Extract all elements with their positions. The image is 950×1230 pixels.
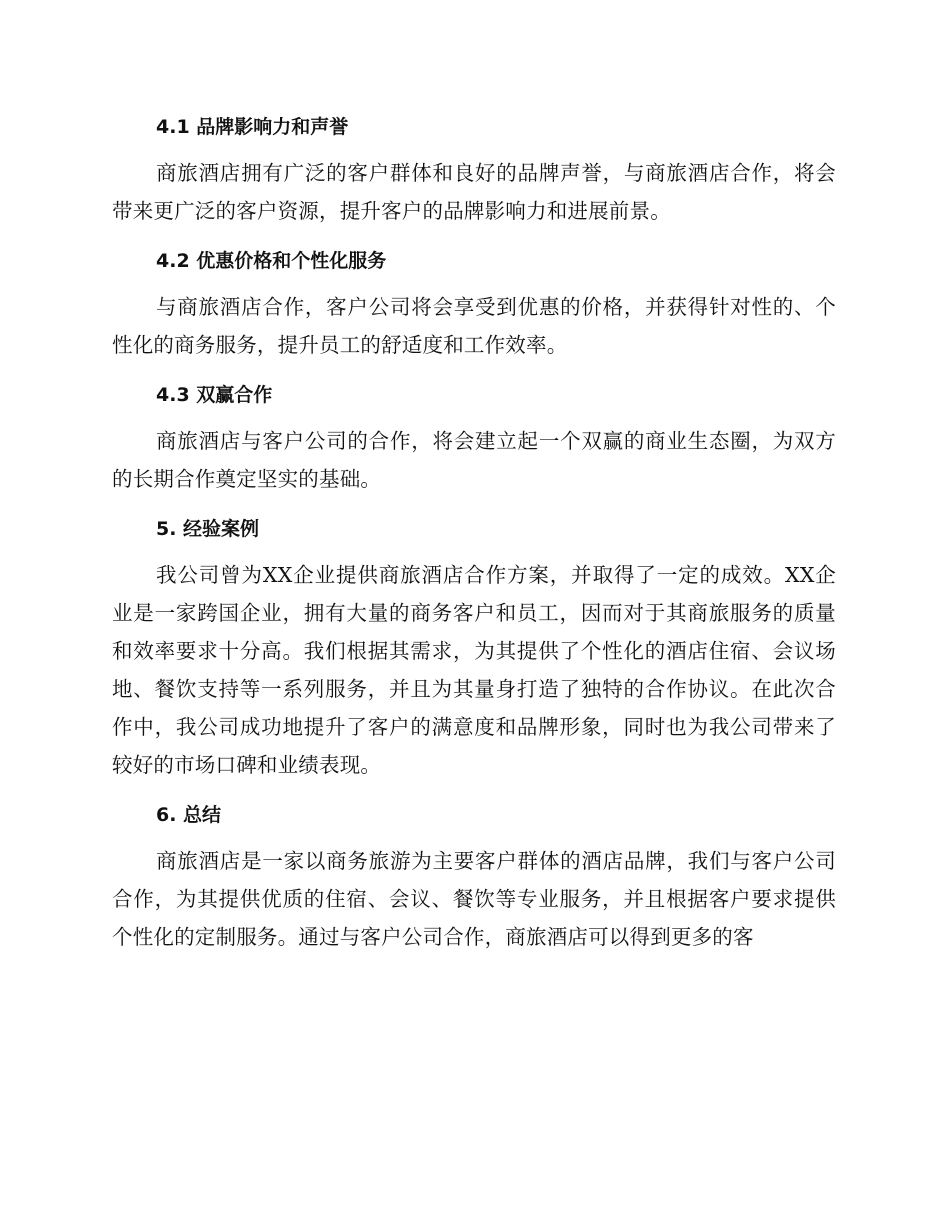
section-6 — [112, 796, 836, 956]
section-heading: 4.3 双赢合作 — [156, 384, 273, 406]
section-paragraph: 与商旅酒店合作，客户公司将会享受到优惠的价格，并获得针对性的、个性化的商务服务，提升员工的舒适度和工作效率。 — [112, 295, 836, 357]
section-4-2 — [112, 242, 836, 364]
section-heading: 4.1 品牌影响力和声誉 — [156, 116, 349, 138]
section-paragraph: 我公司曾为XX企业提供商旅酒店合作方案，并取得了一定的成效。XX企业是一家跨国企业，拥有大量的商务客户和员工，因而对于其商旅服务的质量和效率要求十分高。我们根据其需求，为其提供了个性化的酒店住宿、会议场地、餐饮支持等一系列服务，并且为其量身打造了独特的合作协议。在此次合作中，我公司成功地提升了客户的满意度和品牌形象，同时也为我公司带来了较好的市场口碑和业绩表现。 — [112, 563, 836, 777]
section-paragraph: 商旅酒店与客户公司的合作，将会建立起一个双赢的商业生态圈，为双方的长期合作奠定坚实的基础。 — [112, 429, 836, 491]
document-page — [112, 108, 836, 968]
section-heading: 5. 经验案例 — [156, 518, 260, 540]
section-4-1 — [112, 108, 836, 230]
section-heading: 4.2 优惠价格和个性化服务 — [156, 250, 387, 272]
section-4-3 — [112, 376, 836, 498]
section-paragraph: 商旅酒店拥有广泛的客户群体和良好的品牌声誉，与商旅酒店合作，将会带来更广泛的客户资源，提升客户的品牌影响力和进展前景。 — [112, 161, 836, 223]
section-paragraph: 商旅酒店是一家以商务旅游为主要客户群体的酒店品牌，我们与客户公司合作，为其提供优质的住宿、会议、餐饮等专业服务，并且根据客户要求提供个性化的定制服务。通过与客户公司合作，商旅酒店可以得到更多的客 — [112, 849, 836, 949]
section-5 — [112, 510, 836, 784]
section-heading: 6. 总结 — [156, 804, 222, 826]
